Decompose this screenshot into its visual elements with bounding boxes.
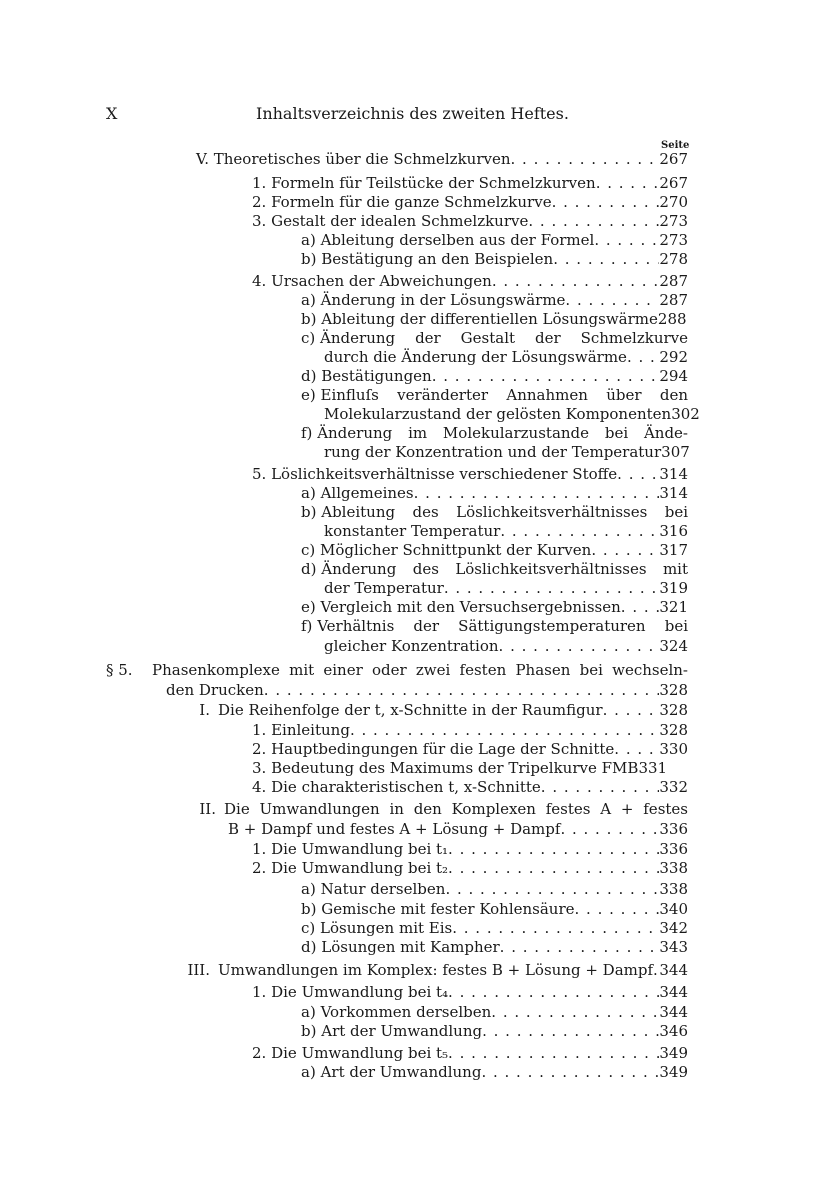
toc-entry — [301, 1063, 688, 1082]
toc-entry-title: Die Umwandlung bei t₂ — [271, 859, 449, 877]
toc-entry-page: 270 — [659, 193, 688, 211]
toc-entry-title: Lösungen mit Kampher — [321, 938, 500, 956]
toc-entry — [252, 859, 688, 878]
toc-entry-title: Theoretisches über die Schmelzkurven — [213, 150, 511, 168]
toc-entry — [301, 503, 688, 522]
toc-entry-number: b) — [301, 1022, 317, 1040]
toc-entry-number: 2. — [252, 859, 267, 877]
toc-entry-title: Bestätigung an den Beispielen — [321, 250, 554, 268]
toc-entry-title: Änderung im Molekularzustande bei Ände- — [317, 424, 688, 442]
toc-entry-number: 2. — [252, 193, 267, 211]
toc-entry-page: 324 — [659, 637, 688, 655]
toc-entry-number: e) — [301, 386, 316, 404]
toc-entry-number: V. — [196, 150, 209, 168]
toc-entry — [252, 778, 688, 797]
seite-column-label: Seite — [661, 140, 690, 151]
toc-entry-number: 4. — [252, 272, 267, 290]
toc-entry-page: 336 — [659, 820, 688, 838]
toc-entry-page: 346 — [659, 1022, 688, 1040]
toc-entry-continuation — [166, 681, 688, 700]
toc-entry-number: c) — [301, 541, 316, 559]
toc-entry-page: 314 — [659, 484, 688, 502]
toc-entry — [301, 541, 688, 560]
toc-entry-number: 5. — [252, 465, 267, 483]
toc-entry — [301, 250, 688, 269]
toc-entry-title: Natur derselben — [320, 880, 446, 898]
toc-entry-page: 328 — [659, 721, 688, 739]
toc-entry-page: 332 — [659, 778, 688, 796]
toc-entry-number: b) — [301, 900, 317, 918]
toc-entry-number: d) — [301, 367, 317, 385]
toc-entry-title: Die Umwandlung bei t₄ — [271, 983, 449, 1001]
toc-entry — [301, 1003, 688, 1022]
toc-entry-number: III. — [187, 961, 210, 979]
toc-entry-title: Ableitung der differentiellen Lösungswärme — [321, 310, 658, 328]
toc-entry-page: 319 — [659, 579, 688, 597]
toc-entry-page: 314 — [659, 465, 688, 483]
toc-section — [106, 661, 688, 680]
toc-entry-page: 267 — [659, 174, 688, 192]
toc-entry-number: b) — [301, 250, 317, 268]
toc-entry — [196, 701, 688, 720]
toc-entry — [301, 900, 688, 919]
toc-entry-continuation — [324, 443, 688, 462]
toc-entry-number: 3. — [252, 212, 267, 230]
toc-entry — [196, 150, 688, 169]
toc-entry-number: 1. — [252, 840, 267, 858]
toc-entry-number: 1. — [252, 983, 267, 1001]
toc-entry-page: 307 — [661, 443, 690, 461]
toc-entry — [301, 386, 688, 405]
toc-entry-title-continued: B + Dampf und festes A + Lösung + Dampf — [228, 820, 561, 838]
toc-entry-title: Gemische mit fester Kohlensäure — [321, 900, 575, 918]
toc-entry-page: 343 — [659, 938, 688, 956]
toc-entry-title-continued: rung der Konzentration und der Temperatur — [324, 443, 662, 461]
toc-entry-title: Löslichkeitsverhältnisse verschiedener Stoffe — [271, 465, 618, 483]
toc-entry-page: 267 — [659, 150, 688, 168]
toc-entry-page: 273 — [659, 231, 688, 249]
toc-entry-page: 344 — [659, 961, 688, 979]
toc-entry — [301, 367, 688, 386]
toc-entry-page: 328 — [659, 701, 688, 719]
toc-entry-number: f) — [301, 617, 313, 635]
toc-entry-title: Art der Umwandlung — [320, 1063, 482, 1081]
page-numeral: X — [106, 104, 118, 123]
toc-entry — [252, 983, 688, 1002]
toc-entry-title: Ableitung derselben aus der Formel — [320, 231, 595, 249]
toc-entry-page: 331 — [638, 759, 668, 777]
toc-entry-page: 294 — [659, 367, 688, 385]
toc-entry — [252, 193, 688, 212]
toc-entry-number: b) — [301, 503, 317, 521]
toc-entry — [301, 291, 688, 310]
toc-entry-title: Änderung in der Lösungswärme — [320, 291, 566, 309]
toc-entry — [252, 1044, 688, 1063]
toc-entry-continuation — [324, 637, 688, 656]
toc-entry-page: 330 — [659, 740, 688, 758]
toc-entry — [252, 740, 688, 759]
toc-entry-number: 1. — [252, 721, 267, 739]
toc-entry-page: 288 — [657, 310, 687, 328]
toc-entry-number: f) — [301, 424, 313, 442]
toc-entry-number: e) — [301, 598, 316, 616]
toc-entry-number: a) — [301, 231, 316, 249]
toc-entry-page: 336 — [659, 840, 688, 858]
toc-entry-number: 1. — [252, 174, 267, 192]
page-header-title: Inhaltsverzeichnis des zweiten Heftes. — [256, 104, 569, 123]
toc-entry-title: Einfluſs veränderter Annahmen über den — [320, 386, 688, 404]
toc-entry-continuation — [228, 820, 688, 839]
toc-entry-title: Die Umwandlung bei t₅ — [271, 1044, 449, 1062]
toc-entry-title: Ursachen der Abweichungen — [271, 272, 492, 290]
toc-entry — [252, 212, 688, 231]
toc-entry-page: 292 — [659, 348, 688, 366]
toc-entry-page: 287 — [659, 291, 688, 309]
toc-entry-number: c) — [301, 329, 316, 347]
toc-entry-title: Lösungen mit Eis — [320, 919, 453, 937]
toc-entry — [301, 231, 688, 250]
toc-entry-continuation — [324, 522, 688, 541]
toc-entry-title: Die charakteristischen t, x-Schnitte — [271, 778, 541, 796]
toc-entry-title-continued: durch die Änderung der Lösungswärme — [324, 348, 627, 366]
toc-entry-continuation — [324, 405, 700, 424]
toc-entry-number: a) — [301, 880, 316, 898]
toc-entry-title: Vergleich mit den Versuchsergebnissen — [320, 598, 621, 616]
toc-entry-number: d) — [301, 938, 317, 956]
toc-entry-title: Hauptbedingungen für die Lage der Schnitte — [271, 740, 615, 758]
toc-entry — [301, 560, 688, 579]
toc-entry-number: b) — [301, 310, 317, 328]
toc-entry-title: Bestätigungen — [321, 367, 432, 385]
toc-entry-title: Umwandlungen im Komplex: festes B + Lösung + Dampf — [218, 961, 654, 979]
toc-entry — [301, 329, 688, 348]
toc-entry-title: Formeln für Teilstücke der Schmelzkurven — [271, 174, 596, 192]
toc-entry-title: Verhältnis der Sättigungstemperaturen bei — [317, 617, 688, 635]
toc-entry-page: 349 — [659, 1044, 688, 1062]
toc-entry — [301, 484, 688, 503]
toc-entry-title: Einleitung — [271, 721, 350, 739]
toc-entry-number: I. — [199, 701, 210, 719]
toc-entry-title: Bedeutung des Maximums der Tripelkurve FMB — [271, 759, 639, 777]
toc-entry-page: 317 — [659, 541, 688, 559]
toc-entry-number: a) — [301, 1003, 316, 1021]
toc-entry — [252, 174, 688, 193]
toc-entry-page: 344 — [659, 1003, 688, 1021]
toc-entry-title: Allgemeines — [320, 484, 414, 502]
toc-entry-number: 4. — [252, 778, 267, 796]
toc-entry-title: Änderung der Gestalt der Schmelzkurve — [320, 329, 688, 347]
toc-entry-number: a) — [301, 1063, 316, 1081]
toc-entry-title: Die Umwandlungen in den Komplexen festes A + festes — [224, 800, 688, 818]
toc-entry-title: Die Umwandlung bei t₁ — [271, 840, 449, 858]
toc-entry-number: II. — [199, 800, 216, 818]
toc-entry — [196, 800, 688, 819]
toc-section-number: § 5. — [106, 661, 133, 679]
toc-entry-number: a) — [301, 484, 316, 502]
toc-entry-title: Formeln für die ganze Schmelzkurve — [271, 193, 552, 211]
toc-entry — [301, 938, 688, 957]
toc-entry-number: 2. — [252, 740, 267, 758]
toc-entry-page: 344 — [659, 983, 688, 1001]
toc-entry-number: 3. — [252, 759, 267, 777]
toc-entry-continuation — [324, 579, 688, 598]
toc-entry-page: 340 — [659, 900, 688, 918]
toc-entry-page: 278 — [659, 250, 688, 268]
toc-entry — [301, 598, 688, 617]
toc-entry-page: 316 — [659, 522, 688, 540]
toc-entry — [301, 310, 688, 329]
toc-entry — [252, 840, 688, 859]
toc-entry-page: 287 — [659, 272, 688, 290]
toc-entry-page: 302 — [671, 405, 700, 423]
toc-entry-continuation — [324, 348, 688, 367]
toc-entry-page: 342 — [659, 919, 688, 937]
toc-entry — [252, 721, 688, 740]
toc-entry-title-continued: der Temperatur — [324, 579, 444, 597]
toc-entry-number: 2. — [252, 1044, 267, 1062]
toc-entry-title: Die Reihenfolge der t, x-Schnitte in der Raumfigur — [218, 701, 603, 719]
toc-entry-title: Möglicher Schnittpunkt der Kurven — [320, 541, 592, 559]
toc-entry — [252, 759, 688, 778]
toc-section-title: Phasenkomplexe mit einer oder zwei festen Phasen bei wechseln- — [152, 661, 688, 679]
toc-entry — [252, 465, 688, 484]
toc-entry — [301, 919, 688, 938]
toc-entry-page: 338 — [659, 880, 688, 898]
toc-entry-number: a) — [301, 291, 316, 309]
toc-entry-number: c) — [301, 919, 316, 937]
toc-entry-title-continued: gleicher Konzentration — [324, 637, 499, 655]
toc-entry-title: Gestalt der idealen Schmelzkurve — [271, 212, 529, 230]
toc-section-title-continued: den Drucken — [166, 681, 264, 699]
toc-entry — [301, 880, 688, 899]
toc-entry — [301, 424, 688, 443]
toc-entry — [301, 1022, 688, 1041]
toc-entry-page: 338 — [659, 859, 688, 877]
toc-entry-page: 349 — [659, 1063, 688, 1081]
toc-entry-page: 273 — [659, 212, 688, 230]
toc-entry — [301, 617, 688, 636]
toc-entry — [186, 961, 688, 980]
toc-entry-page: 328 — [659, 681, 688, 699]
toc-entry-page: 321 — [659, 598, 688, 616]
toc-entry-title: Vorkommen derselben — [320, 1003, 492, 1021]
toc-entry-title: Änderung des Löslichkeitsverhältnisses mit — [321, 560, 688, 578]
toc-entry-number: d) — [301, 560, 317, 578]
toc-entry-title: Art der Umwandlung — [321, 1022, 483, 1040]
toc-entry-title-continued: Molekularzustand der gelösten Komponenten — [324, 405, 672, 423]
toc-entry — [252, 272, 688, 291]
toc-entry-title-continued: konstanter Temperatur — [324, 522, 501, 540]
toc-entry-title: Ableitung des Löslichkeitsverhältnisses bei — [321, 503, 688, 521]
